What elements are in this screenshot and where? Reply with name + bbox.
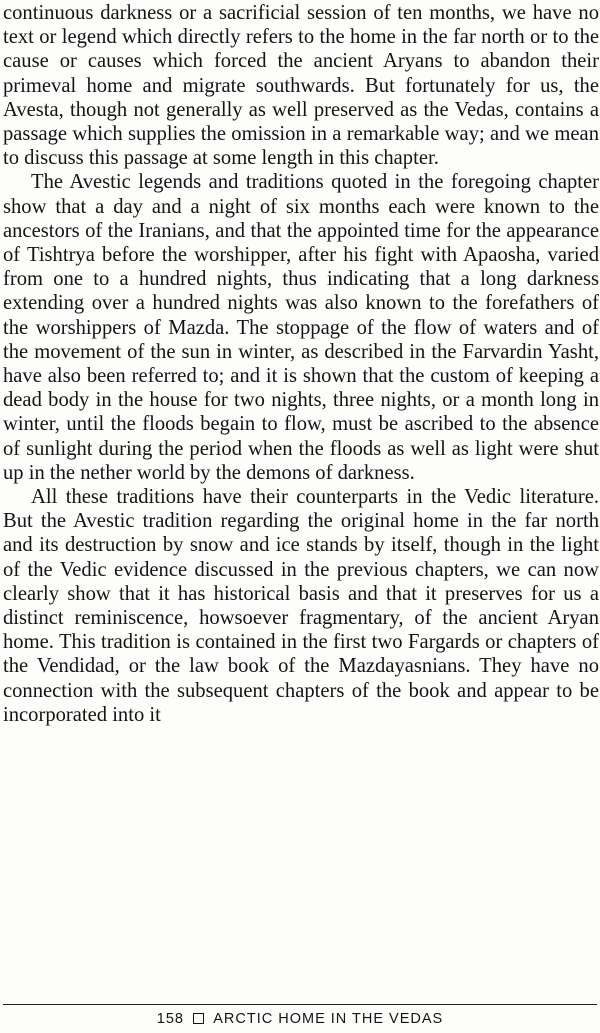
paragraph-vedic-counterparts: All these traditions have their counterparts in the Vedic literature. But the Avestic tradition regarding the original home in the far north and its destruction by snow and ice stands by itself, though in the light of the Vedic evidence discussed in the previous chapters, we can now clearly show that it has historical basis and that it preserves for us a distinct reminiscence, howsoever fragmentary, of the ancient Aryan home. This tradition is contained in the first two Fargards or chapters of the Vendidad, or the law book of the Mazdayasnians. They have no connection with the subsequent chapters of the book and appear to be incorporated into it xyxy=(3,486,599,726)
paragraph-continued: continuous darkness or a sacrificial session of ten months, we have no text or legend which directly refers to the home in the far north or to the cause or causes which forced the ancient Aryans to abandon their primeval home and migrate southwards. But fortunately for us, the Avesta, though not generally as well preserved as the Vedas, contains a passage which supplies the omission in a remarkable way; and we mean to discuss this passage at some length in this chapter. xyxy=(3,2,599,170)
body-text xyxy=(3,1,599,727)
footer-rule xyxy=(3,1004,597,1005)
page-footer xyxy=(0,1011,600,1031)
box-icon xyxy=(193,1013,204,1024)
running-title: ARCTIC HOME IN THE VEDAS xyxy=(213,1011,444,1027)
page-number: 158 xyxy=(156,1011,184,1027)
paragraph-avestic-legends: The Avestic legends and traditions quoted in the foregoing chapter show that a day and a night of six months each were known to the ancestors of the Iranians, and that the appointed time for the appearance of Tishtrya before the worshipper, after his fight with Apaosha, varied from one to a hundred nights, thus indicating that a long darkness extending over a hundred nights was also known to the forefathers of the worshippers of Mazda. The stoppage of the flow of waters and of the movement of the sun in winter, as described in the Farvardin Yasht, have also been referred to; and it is shown that the custom of keeping a dead body in the house for two nights, three nights, or a month long in winter, until the floods begain to flow, must be ascribed to the absence of sunlight during the period when the floods as well as light were shut up in the nether world by the demons of darkness. xyxy=(3,171,599,484)
